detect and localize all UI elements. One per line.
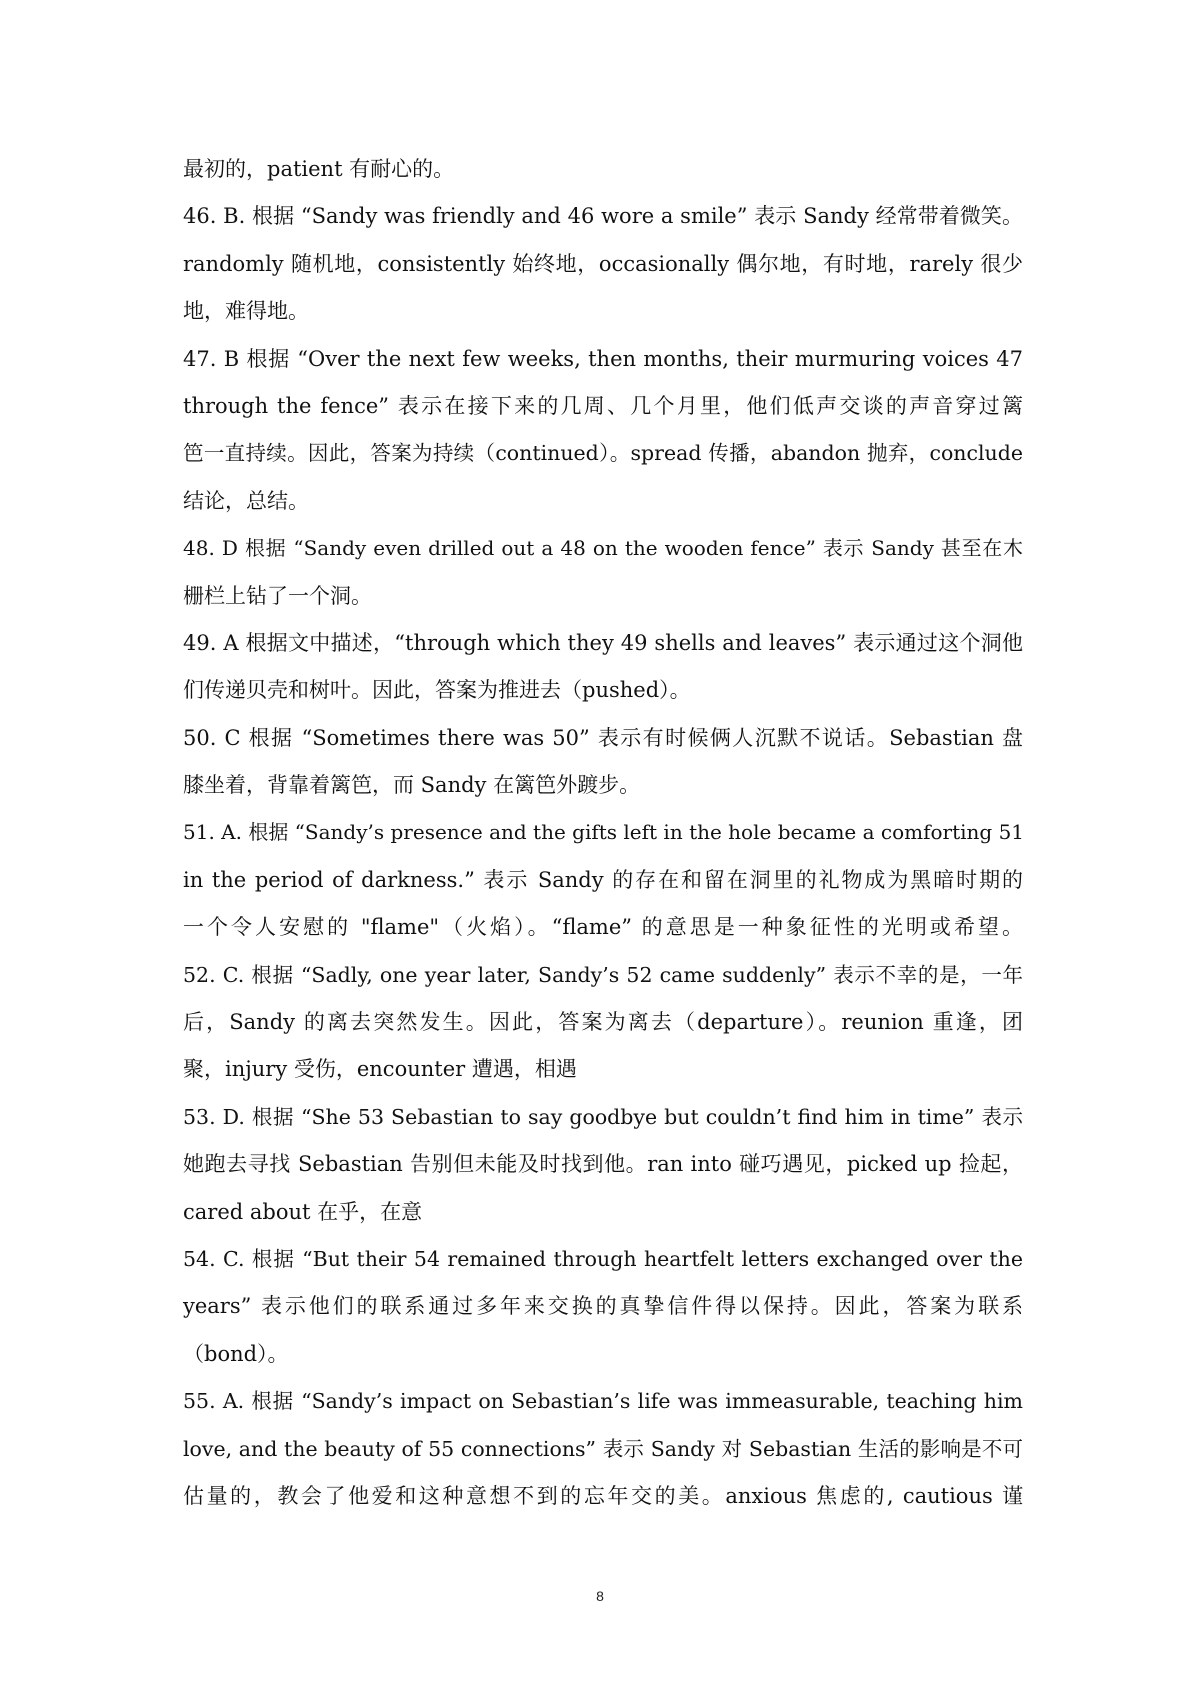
text-line: 50. C 根据 “Sometimes there was 50” 表示有时候俩人沉默不说话。Sebastian 盘 [183, 725, 1023, 750]
text-line: 估量的，教会了他爱和这种意想不到的忘年交的美。anxious 焦虑的, cautious 谨 [183, 1483, 1023, 1508]
text-line: 地，难得地。 [183, 299, 309, 324]
text-line: 她跑去寻找 Sebastian 告别但未能及时找到他。ran into 碰巧遇见，picked up 捡起， [183, 1152, 1023, 1177]
answer-explanations [183, 146, 1023, 1520]
text-line: 54. C. 根据 “But their 54 remained through heartfelt letters exchanged over the [183, 1246, 1023, 1271]
text-line: 47. B 根据 “Over the next few weeks, then months, their murmuring voices 47 [183, 346, 1023, 371]
text-line: 52. C. 根据 “Sadly, one year later, Sandy’s 52 came suddenly” 表示不幸的是，一年 [183, 962, 1023, 987]
text-line: 后，Sandy 的离去突然发生。因此，答案为离去（departure）。reunion 重逢，团 [183, 1010, 1023, 1035]
text-line: 一个令人安慰的 "flame"（火焰）。“flame” 的意思是一种象征性的光明或希望。 [183, 915, 1023, 940]
text-line: 49. A 根据文中描述，“through which they 49 shells and leaves” 表示通过这个洞他 [183, 630, 1023, 655]
text-line: 46. B. 根据 “Sandy was friendly and 46 wore a smile” 表示 Sandy 经常带着微笑。 [183, 204, 1023, 229]
text-line: （bond）。 [183, 1341, 289, 1366]
page-number: 8 [596, 1588, 604, 1604]
text-line: randomly 随机地，consistently 始终地，occasionally 偶尔地，有时地，rarely 很少 [183, 251, 1023, 276]
text-line: 聚，injury 受伤，encounter 遭遇，相遇 [183, 1057, 577, 1082]
text-line: 55. A. 根据 “Sandy’s impact on Sebastian’s life was immeasurable, teaching him [183, 1389, 1023, 1414]
text-line: 51. A. 根据 “Sandy’s presence and the gifts left in the hole became a comforting 51 [183, 820, 1025, 845]
text-line: love, and the beauty of 55 connections” 表示 Sandy 对 Sebastian 生活的影响是不可 [183, 1436, 1023, 1461]
text-line: through the fence” 表示在接下来的几周、几个月里，他们低声交谈的声音穿过篱 [183, 393, 1023, 418]
text-line: 笆一直持续。因此，答案为持续（continued）。spread 传播，abandon 抛弃，conclude [183, 441, 1023, 466]
text-line: in the period of darkness.” 表示 Sandy 的存在和留在洞里的礼物成为黑暗时期的 [183, 867, 1023, 892]
text-line: 结论，总结。 [183, 488, 309, 513]
text-line: 栅栏上钻了一个洞。 [183, 583, 372, 608]
text-line: cared about 在乎，在意 [183, 1199, 423, 1224]
text-line: years” 表示他们的联系通过多年来交换的真挚信件得以保持。因此，答案为联系 [183, 1294, 1023, 1319]
text-line: 们传递贝壳和树叶。因此，答案为推进去（pushed）。 [183, 678, 691, 703]
text-line: 53. D. 根据 “She 53 Sebastian to say goodbye but couldn’t find him in time” 表示 [183, 1104, 1023, 1129]
text-line: 48. D 根据 “Sandy even drilled out a 48 on the wooden fence” 表示 Sandy 甚至在木 [183, 536, 1023, 561]
text-line: 膝坐着，背靠着篱笆，而 Sandy 在篱笆外踱步。 [183, 773, 641, 798]
text-line: 最初的，patient 有耐心的。 [183, 157, 455, 181]
